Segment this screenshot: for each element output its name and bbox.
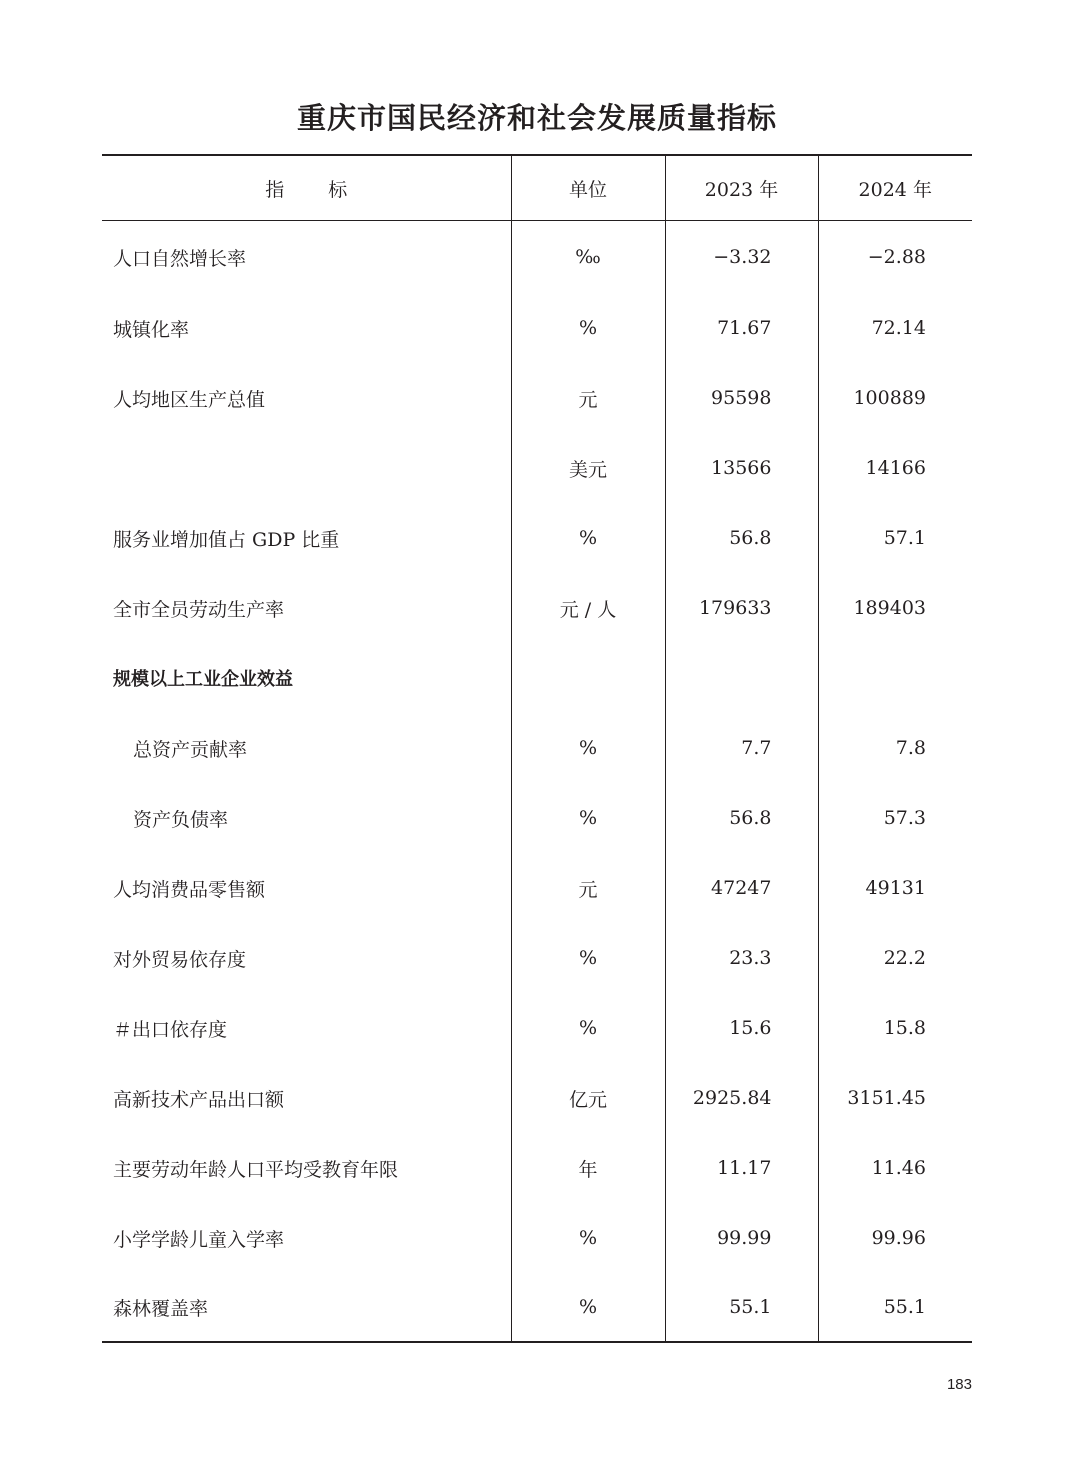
table-row (102, 783, 972, 853)
row-name: 服务业增加值占 GDP 比重 (113, 528, 340, 551)
row-unit: % (511, 293, 665, 363)
table-row (102, 221, 972, 294)
row-value-2024: 49131 (818, 853, 972, 923)
row-value-2024: −2.88 (818, 221, 972, 294)
row-name: 森林覆盖率 (113, 1297, 209, 1320)
table-section-row (102, 643, 972, 713)
row-value-2023 (665, 643, 818, 713)
row-value-2024: 22.2 (818, 923, 972, 993)
table-row (102, 993, 972, 1063)
row-name: 全市全员劳动生产率 (113, 598, 285, 621)
indicator-table (102, 154, 972, 1343)
row-unit: % (511, 993, 665, 1063)
header-indicator-right: 标 (328, 178, 348, 201)
row-value-2023: 56.8 (665, 503, 818, 573)
header-unit: 单位 (511, 155, 665, 221)
header-indicator (102, 155, 511, 221)
table-row (102, 573, 972, 643)
row-value-2023: 11.17 (665, 1133, 818, 1203)
row-value-2023: −3.32 (665, 221, 818, 294)
row-unit: 元 (511, 853, 665, 923)
table-row (102, 503, 972, 573)
row-unit: % (511, 783, 665, 853)
table-row (102, 923, 972, 993)
row-value-2024: 7.8 (818, 713, 972, 783)
row-unit: 亿元 (511, 1063, 665, 1133)
row-unit: % (511, 713, 665, 783)
header-indicator-left: 指 (265, 178, 285, 201)
table-row (102, 1203, 972, 1273)
row-value-2024: 55.1 (818, 1273, 972, 1342)
table-row (102, 1063, 972, 1133)
row-name (102, 433, 511, 503)
row-value-2024: 11.46 (818, 1133, 972, 1203)
row-name: ＃出口依存度 (113, 1018, 228, 1041)
row-value-2024: 15.8 (818, 993, 972, 1063)
row-value-2024: 3151.45 (818, 1063, 972, 1133)
table-row (102, 293, 972, 363)
row-name: 资产负债率 (133, 808, 229, 831)
table-row (102, 1273, 972, 1342)
row-name: 高新技术产品出口额 (113, 1088, 285, 1111)
row-name: 对外贸易依存度 (113, 948, 247, 971)
row-unit: % (511, 923, 665, 993)
row-value-2023: 179633 (665, 573, 818, 643)
row-value-2024 (818, 643, 972, 713)
table-row (102, 363, 972, 433)
row-name: 小学学龄儿童入学率 (113, 1228, 285, 1251)
row-value-2024: 57.3 (818, 783, 972, 853)
row-value-2023: 56.8 (665, 783, 818, 853)
row-name: 城镇化率 (113, 318, 190, 341)
header-year-2024: 2024 年 (818, 155, 972, 221)
row-value-2024: 99.96 (818, 1203, 972, 1273)
row-value-2023: 15.6 (665, 993, 818, 1063)
row-value-2023: 7.7 (665, 713, 818, 783)
row-value-2024: 57.1 (818, 503, 972, 573)
row-unit: % (511, 1203, 665, 1273)
row-value-2024: 72.14 (818, 293, 972, 363)
row-value-2023: 95598 (665, 363, 818, 433)
table-row (102, 1133, 972, 1203)
row-name: 人均消费品零售额 (113, 878, 266, 901)
row-value-2023: 71.67 (665, 293, 818, 363)
row-unit: ‰ (511, 221, 665, 294)
header-year-2023: 2023 年 (665, 155, 818, 221)
table-header-row (102, 155, 972, 221)
row-value-2024: 189403 (818, 573, 972, 643)
row-name: 人均地区生产总值 (113, 388, 266, 411)
row-name: 人口自然增长率 (113, 247, 247, 270)
row-value-2023: 99.99 (665, 1203, 818, 1273)
row-value-2024: 100889 (818, 363, 972, 433)
row-value-2023: 47247 (665, 853, 818, 923)
section-heading: 规模以上工业企业效益 (113, 669, 293, 690)
row-unit (511, 643, 665, 713)
table-row (102, 433, 972, 503)
row-unit: 美元 (511, 433, 665, 503)
row-value-2023: 23.3 (665, 923, 818, 993)
row-unit: % (511, 1273, 665, 1342)
table-row (102, 713, 972, 783)
row-value-2023: 2925.84 (665, 1063, 818, 1133)
row-value-2023: 13566 (665, 433, 818, 503)
page-title: 重庆市国民经济和社会发展质量指标 (296, 101, 777, 135)
row-unit: % (511, 503, 665, 573)
row-unit: 年 (511, 1133, 665, 1203)
table-row (102, 853, 972, 923)
row-unit: 元 (511, 363, 665, 433)
row-value-2023: 55.1 (665, 1273, 818, 1342)
row-name: 总资产贡献率 (133, 738, 248, 761)
page-number: 183 (946, 1376, 972, 1393)
row-name: 主要劳动年龄人口平均受教育年限 (113, 1158, 399, 1181)
row-unit: 元 / 人 (511, 573, 665, 643)
row-value-2024: 14166 (818, 433, 972, 503)
